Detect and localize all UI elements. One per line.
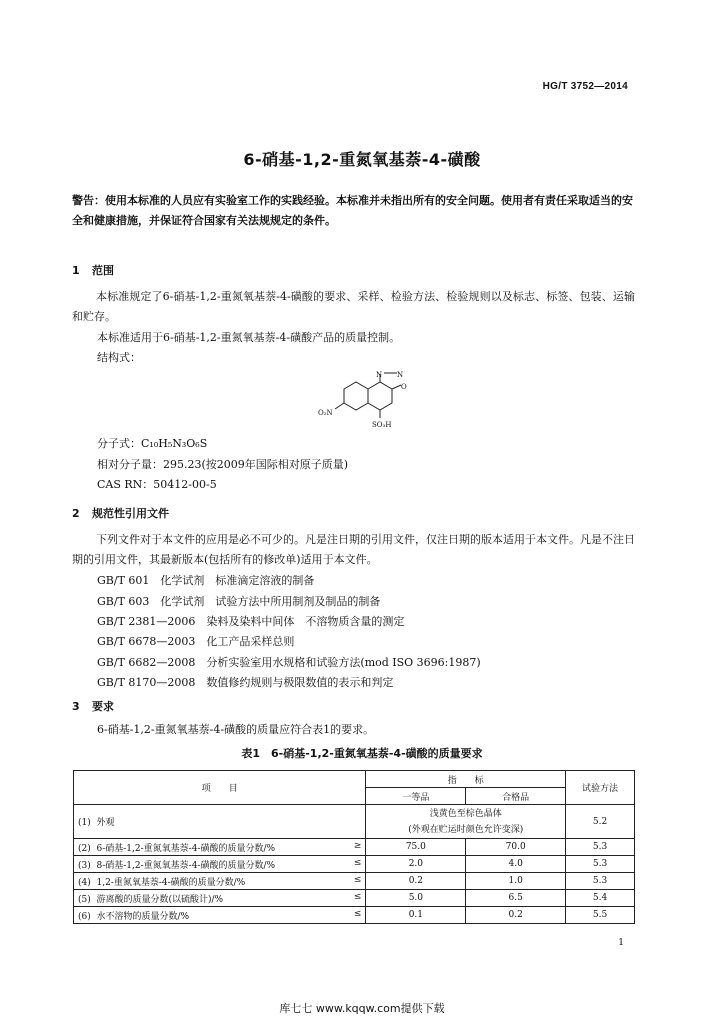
first-grade-value: 0.2 [366,873,466,890]
table-row [74,805,635,839]
reference-item: GB/T 6678—2003 化工产品采样总则 [97,635,295,648]
section-number: 2 [72,507,80,520]
appearance-value: 浅黄色至棕色晶体 (外观在贮运时颜色允许变深) [366,805,566,839]
qualified-grade-value: 1.0 [466,873,566,890]
section-title: 规范性引用文件 [92,507,169,520]
item-cell [74,890,366,907]
reference-item: GB/T 2381—2006 染料及染料中间体 不溶物质含量的测定 [97,615,405,628]
header-qualified-grade: 合格品 [466,788,566,805]
safety-warning: 警告：使用本标准的人员应有实验室工作的实践经验。本标准并未指出所有的安全问题。使用者有责任采取适当的安全和健康措施，并保证符合国家有关法规规定的条件。 [72,194,633,227]
row-number: (3) [78,860,91,871]
header-item: 项 目 [74,771,366,805]
row-item: 游离酸的质量分数(以硫酸计)/% [96,894,224,905]
row-number: (6) [78,911,91,922]
row-number: (1) [78,818,91,828]
section-number: 3 [72,700,80,713]
reference-item: GB/T 6682—2008 分析实验室用水规格和试验方法(mod ISO 3696:1987) [97,656,481,669]
comparison-sign: ≤ [353,891,362,902]
references-intro: 下列文件对于本文件的应用是必不可少的。凡是注日期的引用文件，仅注日期的版本适用于本文件。凡是不注日期的引用文件，其最新版本(包括所有的修改单)适用于本文件。 [72,533,635,566]
molecular-mass: 相对分子量：295.23(按2009年国际相对原子质量) [97,458,349,471]
cas-number: CAS RN：50412-00-5 [97,478,217,491]
section-title: 范围 [92,264,114,277]
page-number: 1 [618,938,624,948]
structural-formula-diagram [300,367,410,433]
test-method-cell: 5.3 [566,873,635,890]
scope-paragraph: 本标准规定了6-硝基-1,2-重氮氧基萘-4-磺酸的要求、采样、检验方法、检验规则以及标志、标签、包装、运输和贮存。 [72,290,635,323]
section-2-heading [72,505,169,521]
comparison-sign: ≥ [353,840,362,851]
first-grade-value: 75.0 [366,839,466,856]
reference-item: GB/T 601 化学试剂 标准滴定溶液的制备 [97,574,315,587]
section-number: 1 [72,264,80,277]
row-number: (2) [78,843,91,854]
row-item: 1,2-重氮氧基萘-4-磺酸的质量分数/% [96,877,246,888]
requirement-text: 6-硝基-1,2-重氮氧基萘-4-磺酸的质量应符合表1的要求。 [97,723,375,736]
comparison-sign: ≤ [353,908,362,919]
document-title: 6-硝基-1,2-重氮氧基萘-4-磺酸 [243,150,481,169]
azo-nitrogen-label-2: N [397,371,404,379]
nitro-group-label: O₂N [318,409,333,417]
quality-requirements-table [73,770,635,924]
item-cell [74,873,366,890]
table-row [74,890,635,907]
row-number: (4) [78,877,91,888]
row-item: 6-硝基-1,2-重氮氧基萘-4-磺酸的质量分数/% [96,843,276,854]
test-method-cell: 5.4 [566,890,635,907]
first-grade-value: 5.0 [366,890,466,907]
first-grade-value: 0.1 [366,907,466,924]
download-footer: 库七七 www.kqqw.com提供下载 [279,1002,445,1015]
test-method-cell: 5.3 [566,839,635,856]
qualified-grade-value: 0.2 [466,907,566,924]
qualified-grade-value: 4.0 [466,856,566,873]
row-item: 水不溶物的质量分数/% [96,911,190,922]
table-row [74,839,635,856]
table-row [74,907,635,924]
item-cell [74,907,366,924]
scope-applicability: 本标准适用于6-硝基-1,2-重氮氧基萘-4-磺酸产品的质量控制。 [97,331,401,344]
row-number: (5) [78,894,91,905]
header-test-method: 试验方法 [566,771,635,805]
first-grade-value: 2.0 [366,856,466,873]
qualified-grade-value: 70.0 [466,839,566,856]
row-item: 外观 [96,818,115,828]
row-item: 8-硝基-1,2-重氮氧基萘-4-磺酸的质量分数/% [96,860,276,871]
sulfonic-group-label: SO₃H [372,421,392,429]
item-cell [74,839,366,856]
test-method-cell: 5.2 [566,805,635,839]
item-cell [74,805,366,839]
header-first-grade: 一等品 [366,788,466,805]
table-header-row [74,771,635,788]
reference-item: GB/T 8170—2008 数值修约规则与极限数值的表示和判定 [97,676,394,689]
oxygen-label: O [401,383,407,391]
standard-code: HG/T 3752—2014 [542,81,628,92]
azo-nitrogen-label: N [376,371,383,379]
comparison-sign: ≤ [353,874,362,885]
comparison-sign: ≤ [353,857,362,868]
qualified-grade-value: 6.5 [466,890,566,907]
section-3-heading [72,698,114,714]
test-method-cell: 5.3 [566,856,635,873]
section-1-heading [72,262,114,278]
reference-item: GB/T 603 化学试剂 试验方法中所用制剂及制品的制备 [97,595,381,608]
section-title: 要求 [92,700,114,713]
molecular-formula: 分子式：C₁₀H₅N₃O₆S [97,437,208,450]
table-row [74,856,635,873]
table-row [74,873,635,890]
header-index: 指 标 [366,771,566,788]
item-cell [74,856,366,873]
test-method-cell: 5.5 [566,907,635,924]
structure-label: 结构式： [97,351,141,364]
table-caption: 表1 6-硝基-1,2-重氮氧基萘-4-磺酸的质量要求 [241,747,483,760]
